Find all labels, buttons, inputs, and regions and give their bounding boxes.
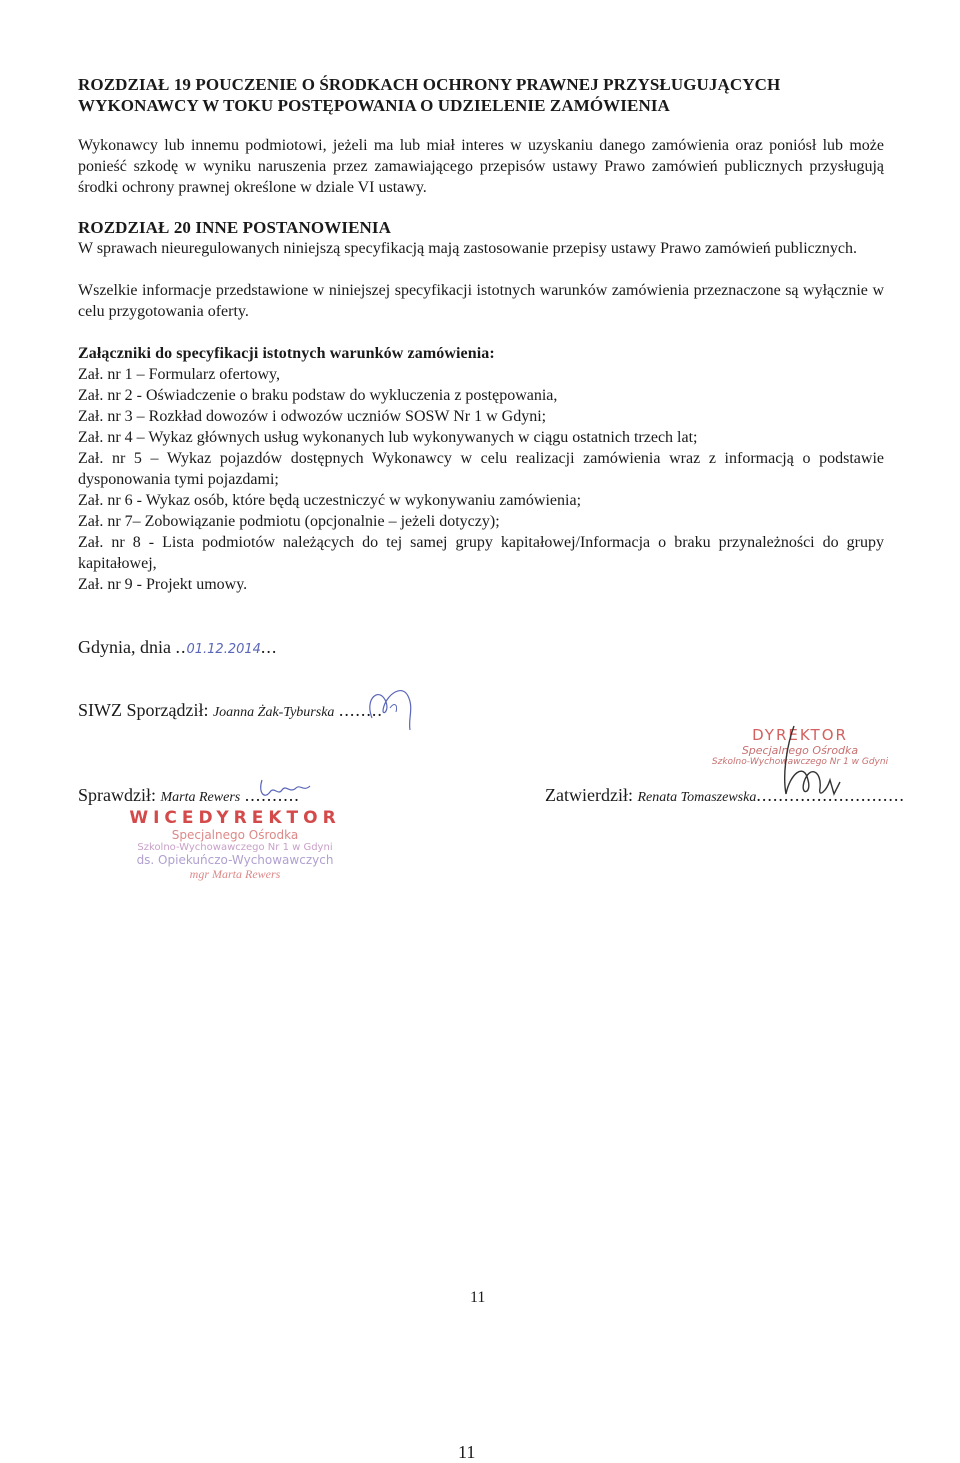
attachment-item: Zał. nr 1 – Formularz ofertowy, (78, 366, 281, 383)
place-date-dots-before: .. (175, 637, 187, 657)
chapter20-heading: ROZDZIAŁ 20 INNE POSTANOWIENIA (78, 218, 391, 237)
vice-stamp-line2: Szkolno-Wychowawczego Nr 1 w Gdyni (137, 842, 333, 853)
attachment-item: Zał. nr 8 - Lista podmiotów należących do tej samej grupy kapitałowej/Informacja o braku przynależności do grupy kapitałowej, (78, 534, 884, 572)
chapter20-para1: W sprawach nieuregulowanych niniejszą specyfikacją mają zastosowanie przepisy ustawy Prawo zamówień publicznych. (78, 240, 857, 257)
chapter20-para2: Wszelkie informacje przedstawione w niniejszej specyfikacji istotnych warunków zamówienia przeznaczone są wyłącznie w celu przygotowania oferty. (78, 282, 884, 320)
prepared-name: Joanna Żak-Tyburska (212, 705, 335, 720)
approved-by (545, 785, 905, 808)
attachment-item: Zał. nr 2 - Oświadczenie o braku podstaw do wykluczenia z postępowania, (78, 387, 558, 404)
vice-stamp-line3: ds. Opiekuńczo-Wychowawczych (136, 853, 334, 867)
chapter19-heading-line1: ROZDZIAŁ 19 POUCZENIE O ŚRODKACH OCHRONY PRAWNEJ PRZYSŁUGUJĄCYCH (78, 75, 781, 94)
director-stamp-line2: Szkolno-Wychowawczego Nr 1 w Gdyni (711, 757, 889, 767)
attachment-item: Zał. nr 3 – Rozkład dowozów i odwozów uczniów SOSW Nr 1 w Gdyni; (78, 408, 547, 425)
vice-stamp-title: WICEDYREKTOR (129, 808, 341, 828)
attachments-heading: Załączniki do specyfikacji istotnych warunków zamówienia: (78, 345, 495, 362)
prepared-label: SIWZ Sporządził: (78, 700, 209, 720)
director-stamp-line1: Specjalnego Ośrodka (741, 744, 859, 757)
attachment-item: Zał. nr 5 – Wykaz pojazdów dostępnych Wykonawcy w celu realizacji zamówienia wraz z informacją o podstawie dysponowania tymi pojazdami; (78, 450, 884, 488)
attachment-item: Zał. nr 4 – Wykaz głównych usług wykonanych lub wykonywanych w ciągu ostatnich trzech lat; (78, 429, 698, 446)
chapter19-heading-line2: WYKONAWCY W TOKU POSTĘPOWANIA O UDZIELENIE ZAMÓWIENIA (78, 96, 670, 115)
chapter19-body: Wykonawcy lub innemu podmiotowi, jeżeli ma lub miał interes w uzyskaniu danego zamówienia oraz poniósł lub może ponieść szkodę w wyniku naruszenia przez zamawiającego przepisów ustawy Prawo zamówień publicznych przysługują środki ochrony prawnej określone w dziale VI ustawy. (78, 137, 884, 196)
approved-label: Zatwierdził: (545, 785, 633, 805)
prepared-by (78, 700, 383, 723)
place-date (78, 637, 277, 660)
approved-name: Renata Tomaszewska (637, 790, 757, 805)
vice-stamp-line1: Specjalnego Ośrodka (171, 828, 299, 842)
signature-prepared (350, 678, 430, 738)
checked-label: Sprawdził: (78, 785, 156, 805)
prepared-dots: ........ (338, 700, 383, 720)
place-date-dots-after: ... (260, 637, 278, 657)
signature-checked (252, 774, 322, 808)
place-date-handwritten: 01.12.2014 (186, 642, 261, 657)
attachment-item: Zał. nr 9 - Projekt umowy. (78, 576, 248, 593)
approved-dots: ........................... (756, 785, 905, 805)
director-stamp-title: DYREKTOR (752, 726, 848, 744)
vice-director-stamp (115, 808, 355, 882)
page-number-inner: 11 (470, 1289, 486, 1306)
attachment-item: Zał. nr 6 - Wykaz osób, które będą uczestniczyć w wykonywaniu zamówienia; (78, 492, 582, 509)
vice-stamp-line4: mgr Marta Rewers (189, 867, 281, 881)
checked-dots: .......... (244, 785, 300, 805)
checked-name: Marta Rewers (160, 790, 241, 805)
page-number-outer: 11 (458, 1442, 476, 1462)
attachment-item: Zał. nr 7– Zobowiązanie podmiotu (opcjonalnie – jeżeli dotyczy); (78, 513, 500, 530)
place-date-label: Gdynia, dnia (78, 637, 171, 657)
